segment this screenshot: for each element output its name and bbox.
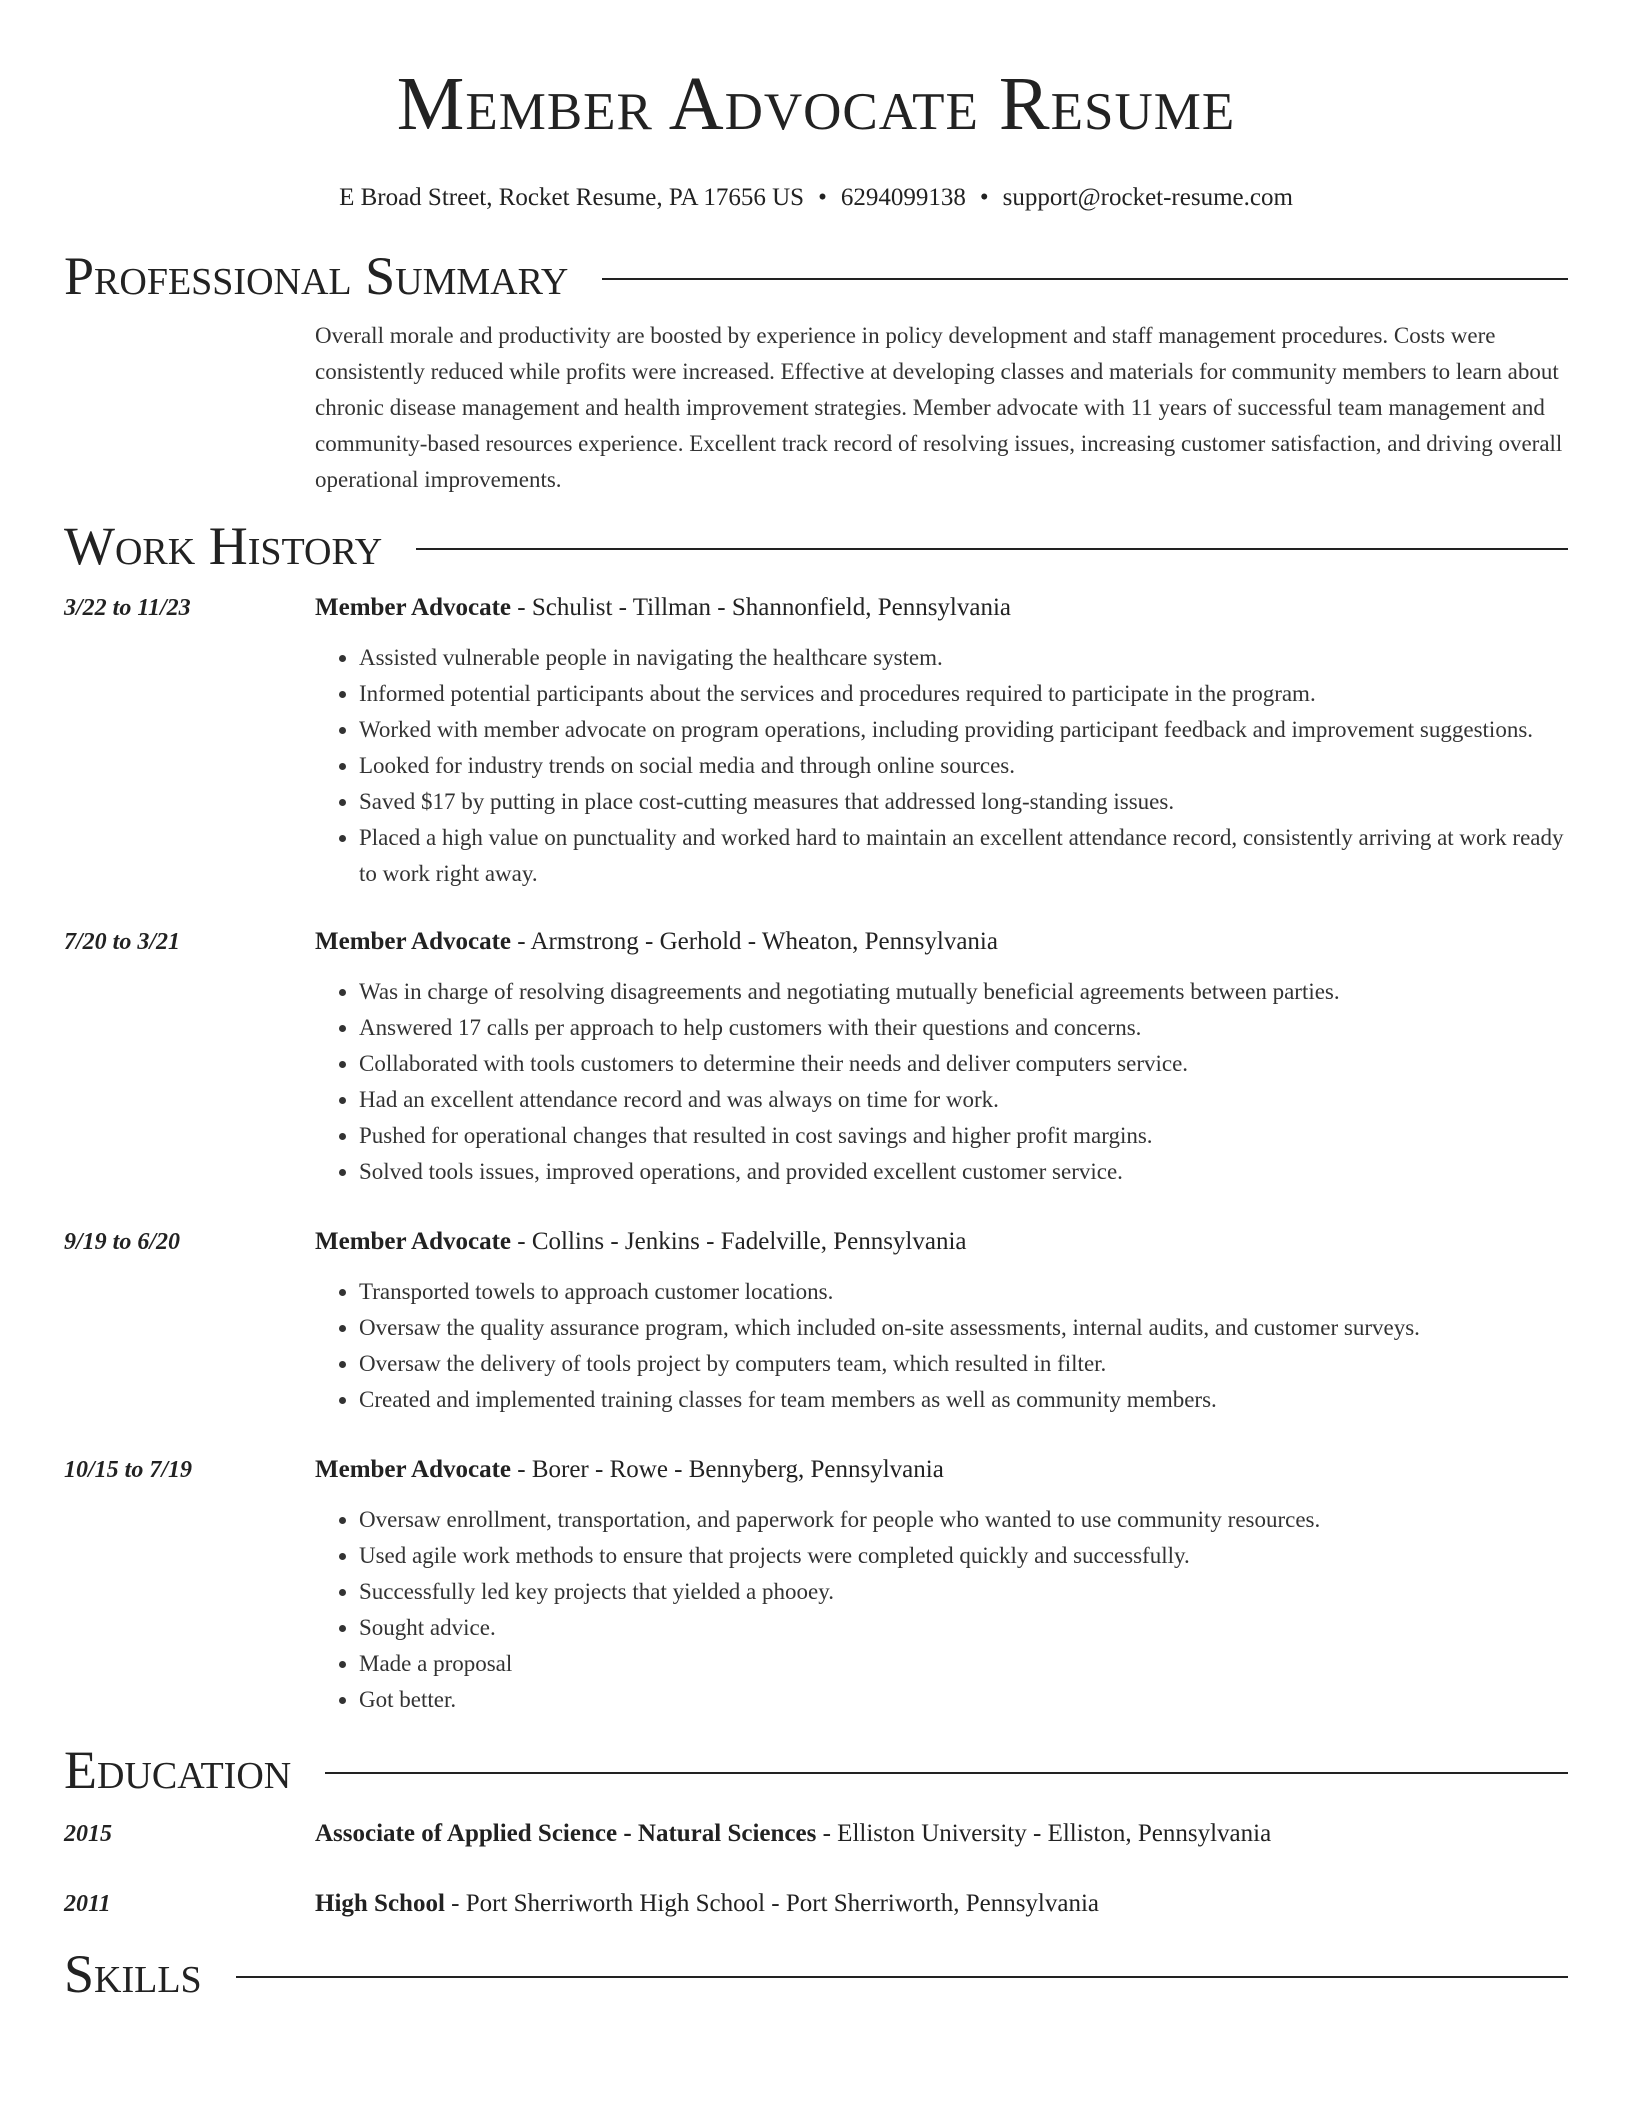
job-title: Member Advocate: [315, 594, 512, 621]
job-body: [315, 1224, 1568, 1418]
summary-heading: Professional Summary: [64, 246, 569, 306]
list-item: • Collaborated with tools customers to determine their needs and deliver computers service.: [359, 1046, 1568, 1082]
job-dates: 7/20 to 3/21: [64, 929, 181, 955]
job-entry: [64, 924, 1568, 1190]
education-year: 2015: [64, 1821, 112, 1847]
list-item: • Had an excellent attendance record and was always on time for work.: [359, 1082, 1568, 1118]
job-heading: [315, 1452, 1568, 1488]
list-item: • Pushed for operational changes that resulted in cost savings and higher profit margins.: [359, 1118, 1568, 1154]
resume-page: [64, 0, 1568, 2006]
job-bullets: [315, 1274, 1568, 1418]
list-item: • Oversaw the delivery of tools project by computers team, which resulted in filter.: [359, 1346, 1568, 1382]
list-item: • Got better.: [359, 1682, 1568, 1718]
job-entry: [64, 1224, 1568, 1418]
education-body: [315, 1816, 1568, 1852]
job-details: - Collins - Jenkins - Fadelville, Pennsylvania: [511, 1228, 967, 1255]
education-entry: [64, 1886, 1568, 1922]
list-item: • Oversaw the quality assurance program, which included on-site assessments, internal audits, and customer surveys.: [359, 1310, 1568, 1346]
list-item: • Sought advice.: [359, 1610, 1568, 1646]
section-divider: [602, 278, 1568, 280]
education-heading: Education: [64, 1740, 292, 1800]
contact-separator: •: [818, 184, 827, 211]
job-title: Member Advocate: [315, 1456, 512, 1483]
education-year: 2011: [64, 1891, 111, 1917]
job-details: - Borer - Rowe - Bennyberg, Pennsylvania: [511, 1456, 944, 1483]
list-item: • Placed a high value on punctuality and worked hard to maintain an excellent attendance record, consistently arriving at work ready to work right away.: [359, 820, 1568, 892]
job-dates: 9/19 to 6/20: [64, 1229, 181, 1255]
resume-title: Member Advocate Resume: [396, 62, 1236, 146]
list-item: • Oversaw enrollment, transportation, and paperwork for people who wanted to use community resources.: [359, 1502, 1568, 1538]
skills-heading: Skills: [64, 1944, 202, 2004]
list-item: • Made a proposal: [359, 1646, 1568, 1682]
job-dates: 10/15 to 7/19: [64, 1457, 193, 1483]
job-entry: [64, 590, 1568, 892]
list-item: • Created and implemented training classes for team members as well as community members.: [359, 1382, 1568, 1418]
job-title: Member Advocate: [315, 1228, 512, 1255]
job-entry: [64, 1452, 1568, 1718]
list-item: • Transported towels to approach customer locations.: [359, 1274, 1568, 1310]
job-body: [315, 1452, 1568, 1718]
section-divider: [416, 548, 1568, 550]
list-item: • Solved tools issues, improved operations, and provided excellent customer service.: [359, 1154, 1568, 1190]
list-item: • Used agile work methods to ensure that projects were completed quickly and successfully.: [359, 1538, 1568, 1574]
section-divider: [325, 1772, 1568, 1774]
contact-address: E Broad Street, Rocket Resume, PA 17656 US: [339, 184, 805, 211]
job-heading: [315, 590, 1568, 626]
contact-line: [64, 182, 1568, 214]
job-heading: [315, 924, 1568, 960]
list-item: • Successfully led key projects that yielded a phooey.: [359, 1574, 1568, 1610]
list-item: • Looked for industry trends on social media and through online sources.: [359, 748, 1568, 784]
list-item: • Was in charge of resolving disagreements and negotiating mutually beneficial agreements between parties.: [359, 974, 1568, 1010]
education-body: [315, 1886, 1568, 1922]
skills-section-header: [64, 1942, 1568, 2006]
education-details: - Port Sherriworth High School - Port Sherriworth, Pennsylvania: [444, 1890, 1100, 1917]
job-title: Member Advocate: [315, 928, 512, 955]
section-divider: [236, 1976, 1568, 1978]
contact-email: support@rocket-resume.com: [1002, 184, 1293, 211]
education-details: - Elliston University - Elliston, Pennsylvania: [816, 1820, 1272, 1847]
job-bullets: [315, 1502, 1568, 1718]
job-dates: 3/22 to 11/23: [64, 595, 191, 621]
list-item: • Informed potential participants about the services and procedures required to participate in the program.: [359, 676, 1568, 712]
summary-text: Overall morale and productivity are boosted by experience in policy development and staff management procedures. Costs were consistently reduced while profits were increased. Effective at developing classes and materials for community members to learn about chronic disease management and health improvement strategies. Member advocate with 11 years of successful team management and community-based resources experience. Excellent track record of resolving issues, increasing customer satisfaction, and driving overall operational improvements.: [315, 323, 1563, 492]
list-item: • Assisted vulnerable people in navigating the healthcare system.: [359, 640, 1568, 676]
education-entry: [64, 1816, 1568, 1852]
education-heading-line: [315, 1816, 1568, 1852]
contact-separator: •: [979, 184, 989, 211]
list-item: • Saved $17 by putting in place cost-cutting measures that addressed long-standing issues.: [359, 784, 1568, 820]
education-degree: Associate of Applied Science - Natural Sciences: [315, 1820, 817, 1847]
list-item: • Answered 17 calls per approach to help customers with their questions and concerns.: [359, 1010, 1568, 1046]
job-body: [315, 590, 1568, 892]
work-heading: Work History: [64, 516, 383, 576]
job-bullets: [315, 640, 1568, 892]
job-heading: [315, 1224, 1568, 1260]
contact-phone: 6294099138: [840, 184, 966, 211]
job-body: [315, 924, 1568, 1190]
education-section-header: [64, 1738, 1568, 1802]
education-heading-line: [315, 1886, 1568, 1922]
job-details: - Schulist - Tillman - Shannonfield, Pennsylvania: [511, 594, 1012, 621]
list-item: • Worked with member advocate on program operations, including providing participant feedback and improvement suggestions.: [359, 712, 1568, 748]
job-details: - Armstrong - Gerhold - Wheaton, Pennsylvania: [511, 928, 998, 955]
summary-section-header: [64, 244, 1568, 308]
work-section-header: [64, 514, 1568, 578]
job-bullets: [315, 974, 1568, 1190]
education-degree: High School: [315, 1890, 445, 1917]
